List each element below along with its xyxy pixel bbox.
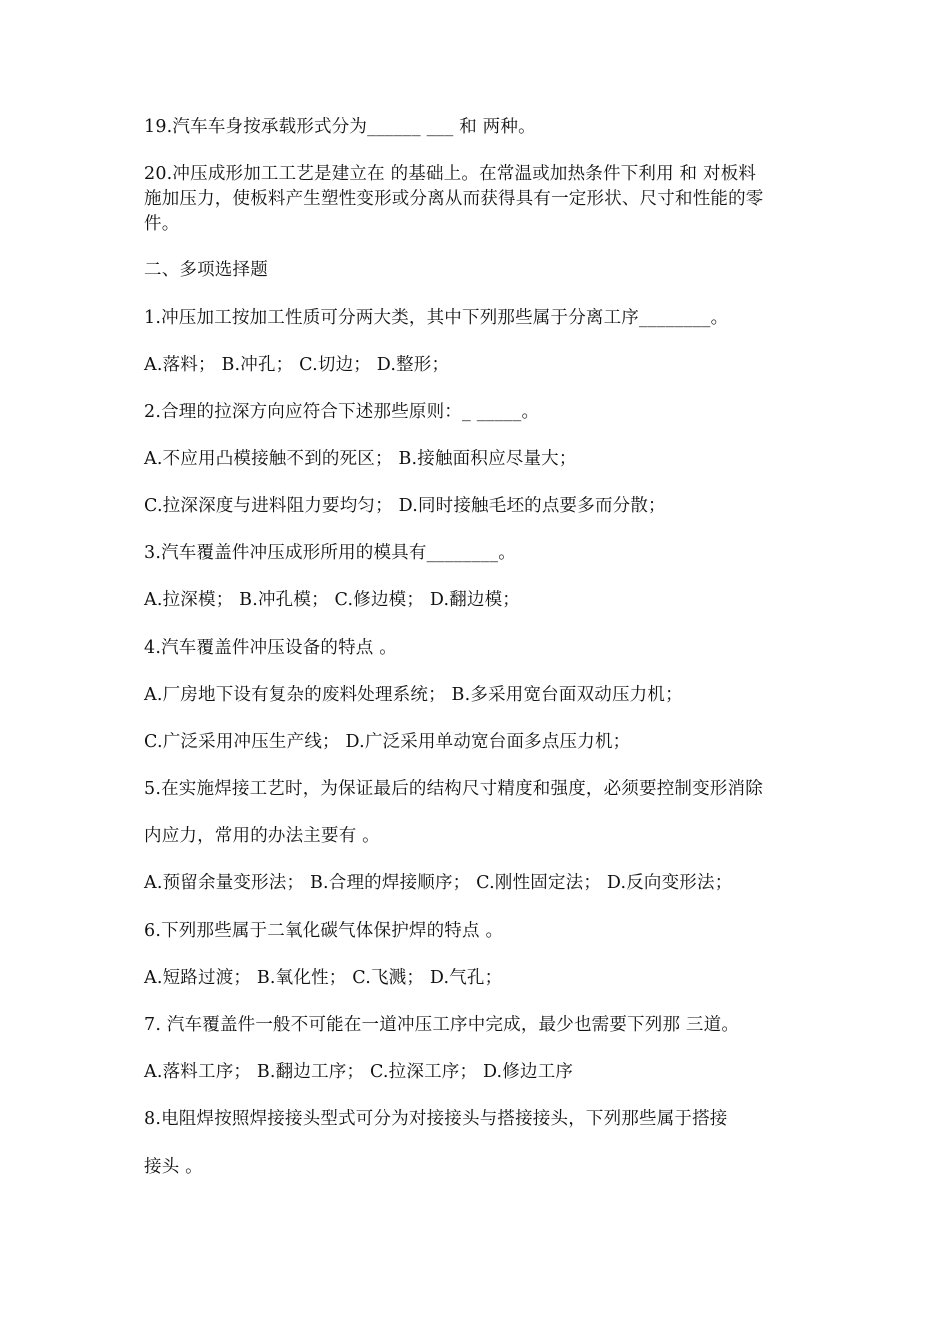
mc-question-4: 4.汽车覆盖件冲压设备的特点 。 [144,638,397,658]
mc-question-6: 6.下列那些属于二氧化碳气体保护焊的特点 。 [144,921,504,941]
mc-question-1: 1.冲压加工按加工性质可分两大类，其中下列那些属于分离工序________。 [144,308,729,328]
question-20-line-1: 20.冲压成形加工工艺是建立在 的基础上。在常温或加热条件下利用 和 对板料 [144,164,757,184]
mc-question-1-options: A.落料； B.冲孔； C.切边； D.整形； [144,355,450,375]
mc-question-5-line-1: 5.在实施焊接工艺时，为保证最后的结构尺寸精度和强度，必须要控制变形消除 [144,779,763,799]
section-heading: 二、多项选择题 [144,260,268,280]
mc-question-4-options-cd: C.广泛采用冲压生产线； D.广泛采用单动宽台面多点压力机； [144,732,631,752]
mc-question-3: 3.汽车覆盖件冲压成形所用的模具有________。 [144,543,516,563]
mc-question-3-options: A.拉深模； B.冲孔模； C.修边模； D.翻边模； [144,590,521,610]
mc-question-2-options-cd: C.拉深深度与进料阻力要均匀； D.同时接触毛坯的点要多而分散； [144,496,666,516]
mc-question-8-line-1: 8.电阻焊按照焊接接头型式可分为对接接头与搭接接头，下列那些属于搭接 [144,1109,728,1129]
mc-question-8-line-2: 接头 。 [144,1157,203,1177]
mc-question-7: 7. 汽车覆盖件一般不可能在一道冲压工序中完成，最少也需要下列那 三道。 [144,1015,740,1035]
question-20-line-2: 施加压力，使板料产生塑性变形或分离从而获得具有一定形状、尺寸和性能的零 [144,189,764,209]
question-19: 19.汽车车身按承载形式分为______ ___ 和 两种。 [144,117,536,137]
mc-question-5-options: A.预留余量变形法； B.合理的焊接顺序； C.刚性固定法； D.反向变形法； [144,873,733,893]
mc-question-2: 2.合理的拉深方向应符合下述那些原则：_ _____。 [144,402,540,422]
question-20-line-3: 件。 [144,214,180,234]
mc-question-6-options: A.短路过渡； B.氧化性； C.飞溅； D.气孔； [144,968,503,988]
mc-question-2-options-ab: A.不应用凸模接触不到的死区； B.接触面积应尽量大； [144,449,577,469]
mc-question-7-options: A.落料工序； B.翻边工序； C.拉深工序； D.修边工序 [144,1062,574,1082]
mc-question-5-line-2: 内应力，常用的办法主要有 。 [144,826,380,846]
mc-question-4-options-ab: A.厂房地下设有复杂的废料处理系统； B.多采用宽台面双动压力机； [144,685,683,705]
